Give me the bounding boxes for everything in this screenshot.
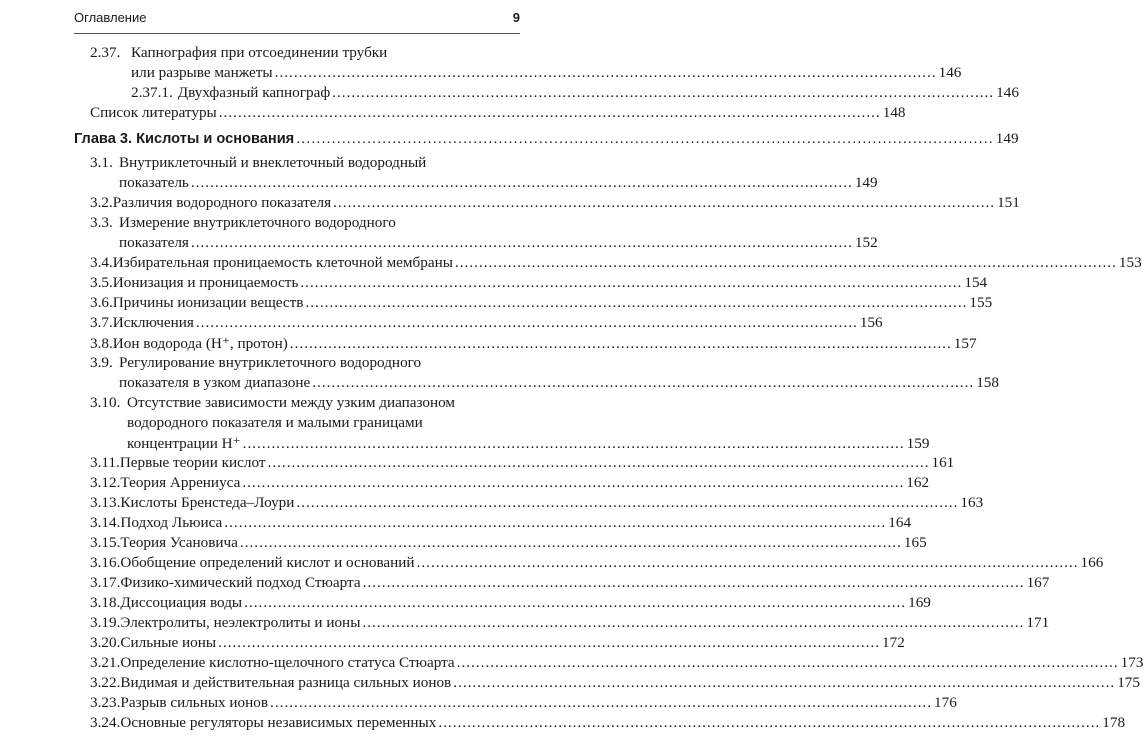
toc-entry-title: Отсутствие зависимости между узким диапазоном (127, 394, 456, 411)
toc-entry-page: 162 (906, 474, 930, 491)
toc-entry-title: Различия водородного показателя (112, 194, 332, 211)
toc-entry-3-2[interactable] (0, 194, 1020, 214)
toc-entry-2-37[interactable] (0, 44, 600, 64)
toc-entry-number: 3.23. (90, 694, 121, 711)
toc-entry-page: 155 (969, 294, 993, 311)
toc-entry-number: 3.22. (90, 674, 121, 691)
toc-entry-number: 3.21. (90, 654, 121, 671)
toc-entry-title: Причины ионизации веществ (112, 294, 304, 311)
toc-entry-number: 3.9. (90, 354, 113, 371)
toc-entry-number: 3.5. (90, 274, 113, 291)
leader-dots: .......................................................................................................................................... (274, 64, 937, 81)
toc-entry-page: 167 (1026, 574, 1050, 591)
toc-entry-bibliography[interactable] (0, 104, 906, 124)
toc-entry-number: 3.14. (90, 514, 121, 531)
toc-entry-number: 3.18. (90, 594, 121, 611)
toc-entry-number: 3.4. (90, 254, 113, 271)
leader-dots: .......................................................................................................................................... (312, 374, 975, 391)
toc-entry-page: 156 (859, 314, 883, 331)
toc-entry-title: Первые теории кислот (119, 454, 266, 471)
toc-entry-number: 3.19. (90, 614, 121, 631)
toc-entry-3-1[interactable] (0, 154, 600, 174)
toc-entry-number: 3.8. (90, 335, 113, 352)
toc-entry-title: Сильные ионы (120, 634, 217, 651)
leader-dots: .......................................................................................................................................... (305, 294, 968, 311)
toc-entry-3-6[interactable] (0, 294, 993, 314)
toc-entry-page: 149 (854, 174, 878, 191)
toc-entry-page: 159 (906, 435, 930, 452)
toc-entry-title: Избирательная проницаемость клеточной мембраны (112, 254, 453, 271)
toc-entry-3-10-cont2[interactable] (0, 434, 930, 454)
toc-chapter-3[interactable] (0, 130, 1019, 150)
toc-entry-page: 163 (960, 494, 984, 511)
toc-entry-3-19[interactable] (0, 614, 1050, 634)
toc-entry-title: или разрыве манжеты (131, 64, 273, 81)
leader-dots: .......................................................................................................................................... (332, 84, 995, 101)
toc-entry-title: Диссоциация воды (120, 594, 243, 611)
toc-entry-number: 3.20. (90, 634, 121, 651)
header-title: Оглавление (74, 10, 147, 25)
toc-entry-title: концентрации H⁺ (127, 435, 241, 452)
leader-dots: .......................................................................................................................................... (438, 714, 1101, 731)
toc-entry-page: 169 (908, 594, 931, 611)
toc-entry-number: 3.13. (90, 494, 121, 511)
toc-entry-3-16[interactable] (0, 554, 1104, 574)
toc-entry-page: 154 (964, 274, 988, 291)
leader-dots: .......................................................................................................................................... (362, 574, 1025, 591)
toc-entry-title: Исключения (112, 314, 194, 331)
toc-entry-number: 3.2. (90, 194, 113, 211)
toc-entry-3-3-cont[interactable] (0, 234, 878, 254)
leader-dots: .......................................................................................................................................... (195, 314, 858, 331)
toc-entry-3-4[interactable] (0, 254, 1142, 274)
toc-entry-page: 146 (938, 64, 962, 81)
toc-entry-page: 165 (903, 534, 927, 551)
toc-entry-number: 2.37. (90, 44, 121, 61)
toc-entry-number: 2.37.1. (131, 84, 173, 101)
leader-dots: .......................................................................................................................................... (456, 654, 1119, 671)
toc-entry-title: Разрыв сильных ионов (120, 694, 269, 711)
leader-dots: .......................................................................................................................................... (244, 594, 907, 611)
toc-entry-3-22[interactable] (0, 674, 1140, 694)
header-rule (74, 33, 520, 34)
toc-entry-title: Внутриклеточный и внеклеточный водородный (119, 154, 427, 171)
running-header (74, 10, 520, 34)
toc-entry-title: Физико-химический подход Стюарта (120, 574, 361, 591)
toc-entry-3-9[interactable] (0, 354, 600, 374)
toc-entry-title: Основные регуляторы независимых переменных (120, 714, 437, 731)
toc-entry-3-11[interactable] (0, 454, 955, 474)
toc-entry-title: Кислоты Бренстеда–Лоури (120, 494, 295, 511)
toc-entry-number: 3.17. (90, 574, 121, 591)
toc-entry-title: Измерение внутриклеточного водородного (119, 214, 396, 231)
toc-entry-page: 148 (882, 104, 906, 121)
leader-dots: .......................................................................................................................................... (296, 131, 994, 147)
toc-entry-3-8[interactable] (0, 334, 977, 354)
toc-entry-title: Обобщение определений кислот и оснований (120, 554, 415, 571)
toc-entry-page: 152 (854, 234, 878, 251)
toc-entry-3-5[interactable] (0, 274, 988, 294)
toc-entry-page: 164 (888, 514, 912, 531)
toc-entry-number: 3.10. (90, 394, 121, 411)
leader-dots: .......................................................................................................................................... (453, 674, 1116, 691)
toc-entry-number: 3.11. (90, 454, 120, 471)
toc-entry-title: Электролиты, неэлектролиты и ионы (120, 614, 361, 631)
table-of-contents (0, 44, 1143, 734)
toc-entry-page: 171 (1026, 614, 1050, 631)
leader-dots: .......................................................................................................................................... (270, 694, 933, 711)
toc-entry-3-12[interactable] (0, 474, 930, 494)
toc-entry-title: Ионизация и проницаемость (112, 274, 299, 291)
leader-dots: .......................................................................................................................................... (416, 554, 1079, 571)
leader-dots: .......................................................................................................................................... (454, 254, 1117, 271)
leader-dots: .......................................................................................................................................... (300, 274, 963, 291)
leader-dots: .......................................................................................................................................... (224, 514, 887, 531)
toc-entry-title: показатель (119, 174, 189, 191)
toc-entry-title: Ион водорода (H⁺, протон) (112, 335, 288, 352)
leader-dots: .......................................................................................................................................... (267, 454, 930, 471)
leader-dots: .......................................................................................................................................... (239, 534, 902, 551)
header-page-number: 9 (512, 10, 520, 25)
toc-entry-title: Двухфазный капнограф (177, 84, 331, 101)
leader-dots: .......................................................................................................................................... (362, 614, 1025, 631)
toc-entry-number: 3.6. (90, 294, 113, 311)
toc-entry-number: 3.16. (90, 554, 121, 571)
toc-entry-3-9-cont[interactable] (0, 374, 999, 394)
toc-entry-page: 146 (996, 84, 1019, 101)
leader-dots: .......................................................................................................................................... (242, 474, 905, 491)
toc-entry-title: Список литературы (90, 104, 217, 121)
toc-entry-3-24[interactable] (0, 714, 1126, 734)
toc-entry-number: 3.24. (90, 714, 121, 731)
toc-entry-3-10-cont[interactable] (0, 414, 600, 434)
leader-dots: .......................................................................................................................................... (190, 234, 853, 251)
toc-entry-number: 3.7. (90, 314, 113, 331)
leader-dots: .......................................................................................................................................... (218, 634, 881, 651)
toc-entry-3-1-cont[interactable] (0, 174, 878, 194)
toc-entry-title: Определение кислотно-щелочного статуса Стюарта (120, 654, 455, 671)
leader-dots: .......................................................................................................................................... (190, 174, 853, 191)
toc-entry-title: Теория Аррениуса (120, 474, 241, 491)
leader-dots: .......................................................................................................................................... (289, 335, 952, 352)
toc-entry-page: 151 (997, 194, 1020, 211)
toc-entry-page: 172 (882, 634, 905, 651)
chapter-title: Глава 3. Кислоты и основания (74, 131, 295, 147)
toc-entry-title: Капнография при отсоединении трубки (131, 44, 388, 61)
toc-entry-3-20[interactable] (0, 634, 905, 654)
toc-entry-page: 178 (1102, 714, 1126, 731)
toc-entry-title: водородного показателя и малыми границами (127, 414, 423, 431)
toc-entry-title: показателя в узком диапазоне (119, 374, 311, 391)
leader-dots: .......................................................................................................................................... (296, 494, 959, 511)
toc-entry-page: 175 (1117, 674, 1140, 691)
leader-dots: .......................................................................................................................................... (333, 194, 996, 211)
toc-entry-page: 173 (1120, 654, 1143, 671)
toc-entry-3-3[interactable] (0, 214, 600, 234)
toc-entry-3-15[interactable] (0, 534, 927, 554)
toc-entry-3-13[interactable] (0, 494, 984, 514)
toc-entry-page: 153 (1118, 254, 1142, 271)
toc-entry-3-14[interactable] (0, 514, 912, 534)
toc-entry-number: 3.15. (90, 534, 121, 551)
toc-entry-2-37-cont[interactable] (0, 64, 962, 84)
toc-entry-page: 157 (953, 335, 977, 352)
toc-entry-page: 149 (995, 130, 1019, 147)
toc-entry-3-17[interactable] (0, 574, 1050, 594)
toc-entry-number: 3.1. (90, 154, 113, 171)
toc-entry-number: 3.3. (90, 214, 113, 231)
toc-entry-title: показателя (119, 234, 189, 251)
toc-entry-page: 176 (934, 694, 957, 711)
toc-entry-title: Теория Усановича (120, 534, 238, 551)
leader-dots: .......................................................................................................................................... (218, 104, 881, 121)
toc-entry-3-7[interactable] (0, 314, 883, 334)
toc-entry-title: Подход Льюиса (120, 514, 223, 531)
toc-entry-title: Регулирование внутриклеточного водородного (119, 354, 422, 371)
toc-entry-3-21[interactable] (0, 654, 1143, 674)
toc-entry-3-10[interactable] (0, 394, 600, 414)
toc-entry-title: Видимая и действительная разница сильных ионов (120, 674, 452, 691)
toc-entry-page: 161 (931, 454, 955, 471)
leader-dots: .......................................................................................................................................... (242, 435, 905, 452)
toc-entry-2-37-1[interactable] (0, 84, 1019, 104)
toc-entry-3-18[interactable] (0, 594, 931, 614)
toc-entry-number: 3.12. (90, 474, 121, 491)
toc-entry-3-23[interactable] (0, 694, 957, 714)
toc-entry-page: 158 (976, 374, 999, 391)
toc-entry-page: 166 (1080, 554, 1104, 571)
